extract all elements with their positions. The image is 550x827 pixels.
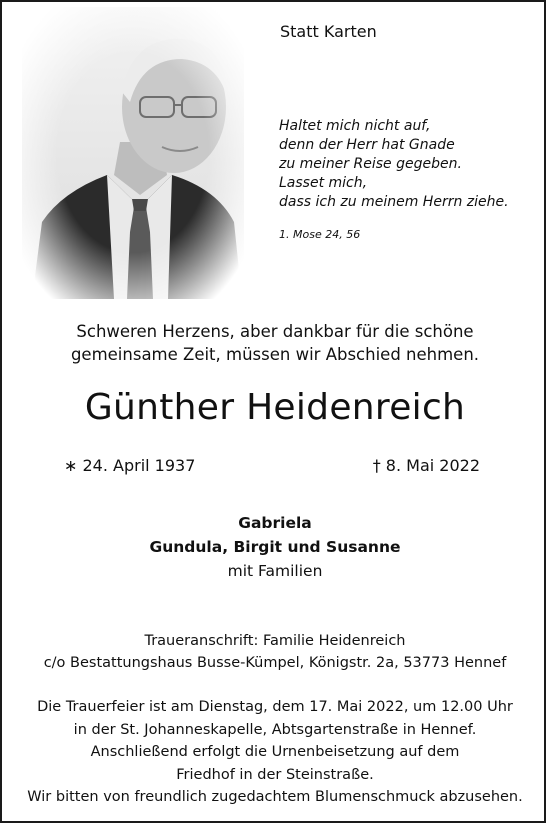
intro-line: Schweren Herzens, aber dankbar für die schöne xyxy=(76,322,474,341)
mourner-line: Gundula, Birgit und Susanne xyxy=(149,538,401,556)
statt-karten-label: Statt Karten xyxy=(280,22,377,41)
birth-date: ∗ 24. April 1937 xyxy=(64,456,196,475)
ceremony-details xyxy=(2,696,548,809)
family-mourners xyxy=(2,511,548,583)
verse-line: zu meiner Reise gegeben. xyxy=(279,156,462,172)
intro-line: gemeinsame Zeit, müssen wir Abschied nehmen. xyxy=(70,345,480,364)
bible-verse xyxy=(279,117,509,212)
ceremony-line: Friedhof in der Steinstraße. xyxy=(176,766,374,783)
deceased-name: Günther Heidenreich xyxy=(84,387,466,428)
ceremony-line: Wir bitten von freundlich zugedachtem Blumenschmuck abzusehen. xyxy=(27,789,523,805)
verse-line: Lasset mich, xyxy=(279,175,368,191)
portrait-photo-icon xyxy=(22,7,244,299)
address-line: c/o Bestattungshaus Busse-Kümpel, Königstr. 2a, 53773 Hennef xyxy=(43,655,507,671)
mourning-address xyxy=(2,630,548,674)
verse-reference: 1. Mose 24, 56 xyxy=(279,228,361,241)
ceremony-line: Die Trauerfeier ist am Dienstag, dem 17. Mai 2022, um 12.00 Uhr xyxy=(37,699,513,715)
address-line: Traueranschrift: Familie Heidenreich xyxy=(144,633,406,649)
mourner-line: Gabriela xyxy=(238,514,312,532)
mourner-suffix: mit Familien xyxy=(227,562,323,580)
intro-text xyxy=(2,320,548,366)
ceremony-line: Anschließend erfolgt die Urnenbeisetzung auf dem xyxy=(90,744,460,760)
verse-line: Haltet mich nicht auf, xyxy=(279,118,431,134)
death-date: † 8. Mai 2022 xyxy=(372,456,480,475)
ceremony-line: in der St. Johanneskapelle, Abtsgartenstraße in Hennef. xyxy=(73,721,477,738)
verse-line: dass ich zu meinem Herrn ziehe. xyxy=(279,194,509,210)
verse-line: denn der Herr hat Gnade xyxy=(279,137,455,153)
